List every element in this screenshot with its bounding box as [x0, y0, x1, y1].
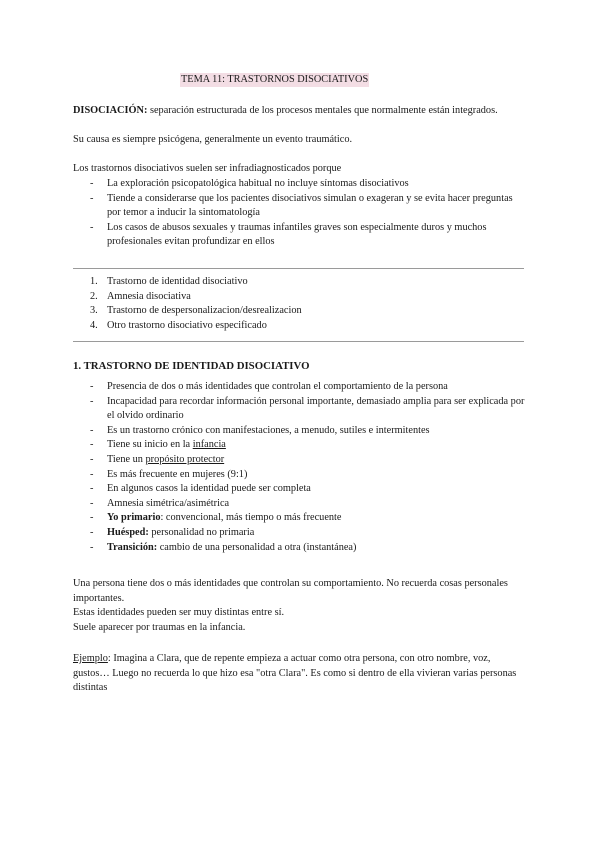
index-number: 4.: [90, 319, 98, 331]
index-number: 1.: [90, 276, 98, 287]
list-item: [73, 438, 525, 453]
underdiagnosis-list: [73, 177, 525, 250]
index-item: [73, 275, 525, 290]
definition-text: separación estructurada de los procesos mentales que normalmente están integrados.: [147, 105, 498, 116]
list-item: - Los casos de abusos sexuales y traumas infantiles graves son especialmente duros y muchos profesionales evitan profundizar en ellos: [73, 221, 525, 250]
summary-paragraph: Suele aparecer por traumas en la infancia.: [73, 622, 246, 633]
index-number: 2.: [90, 290, 98, 302]
definition-term: DISOCIACIÓN:: [73, 105, 148, 116]
term-definition: personalidad no primaria: [148, 526, 255, 538]
list-item: [73, 453, 525, 468]
list-item: - Tiende a considerarse que los pacientes disociativos simulan o exageran y se evita hacer preguntas por temor a inducir la sintomatología: [73, 192, 525, 221]
purpose-underlined: propósito protector: [145, 453, 225, 465]
definition-paragraph: [73, 104, 525, 119]
term-definition: cambio de una personalidad a otra (instantánea): [157, 541, 357, 553]
onset-text: Tiene su inicio en la: [107, 439, 193, 451]
list-item: - Amnesia simétrica/asimétrica: [73, 497, 525, 512]
page-title: TEMA 11: TRASTORNOS DISOCIATIVOS: [181, 74, 369, 85]
term-yo-primario: Yo primario: [107, 512, 161, 524]
list-item: [73, 541, 525, 556]
list-item: - La exploración psicopatológica habitual no incluye síntomas disociativos: [73, 177, 525, 192]
section-heading: 1. TRASTORNO DE IDENTIDAD DISOCIATIVO: [73, 360, 310, 372]
index-label: Amnesia disociativa: [107, 290, 191, 302]
term-transicion: Transición:: [107, 541, 158, 553]
example-label: Ejemplo: [73, 653, 108, 664]
index-item: [73, 290, 525, 305]
term-huesped: Huésped:: [107, 526, 149, 538]
list-item: - Es más frecuente en mujeres (9:1): [73, 468, 525, 483]
index-item: [73, 304, 525, 319]
list-item: [73, 511, 525, 526]
purpose-text: Tiene un: [107, 453, 146, 465]
list-item: [73, 526, 525, 541]
index-label: Trastorno de identidad disociativo: [107, 276, 248, 287]
summary-paragraph: Una persona tiene dos o más identidades que controlan su comportamiento. No recuerda cosas personales importantes.: [73, 578, 508, 604]
summary-paragraph: Estas identidades pueden ser muy distintas entre sí.: [73, 607, 285, 618]
list-item: - Incapacidad para recordar información personal importante, demasiado amplia para ser explicada por el olvido ordinario: [73, 395, 525, 424]
index-label: Otro trastorno disociativo especificado: [107, 319, 267, 331]
term-definition: : convencional, más tiempo o más frecuente: [160, 512, 342, 524]
example-text: : Imagina a Clara, que de repente empieza a actuar como otra persona, con otro nombre, voz, gustos… Luego no recuerda lo que hizo esa "otra Clara". Es como si dentro de ella vivieran varias personas distintas: [73, 653, 517, 694]
onset-underlined: infancia: [192, 439, 226, 451]
list-item: - Presencia de dos o más identidades que controlan el comportamiento de la persona: [73, 380, 525, 395]
section-list: [73, 380, 525, 555]
list-item: - En algunos casos la identidad puede ser completa: [73, 482, 525, 497]
index-list: [73, 275, 525, 333]
divider-top: [73, 268, 524, 269]
divider-bottom: [73, 341, 524, 342]
definition-cause: Su causa es siempre psicógena, generalmente un evento traumático.: [73, 134, 353, 145]
list-item: - Es un trastorno crónico con manifestaciones, a menudo, sutiles e intermitentes: [73, 424, 525, 439]
index-number: 3.: [90, 305, 98, 317]
index-item: [73, 319, 525, 334]
example-paragraph: [73, 652, 525, 696]
underdiagnosis-intro: Los trastornos disociativos suelen ser infradiagnosticados porque: [73, 163, 342, 174]
index-label: Trastorno de despersonalizacion/desrealizacion: [107, 305, 302, 317]
